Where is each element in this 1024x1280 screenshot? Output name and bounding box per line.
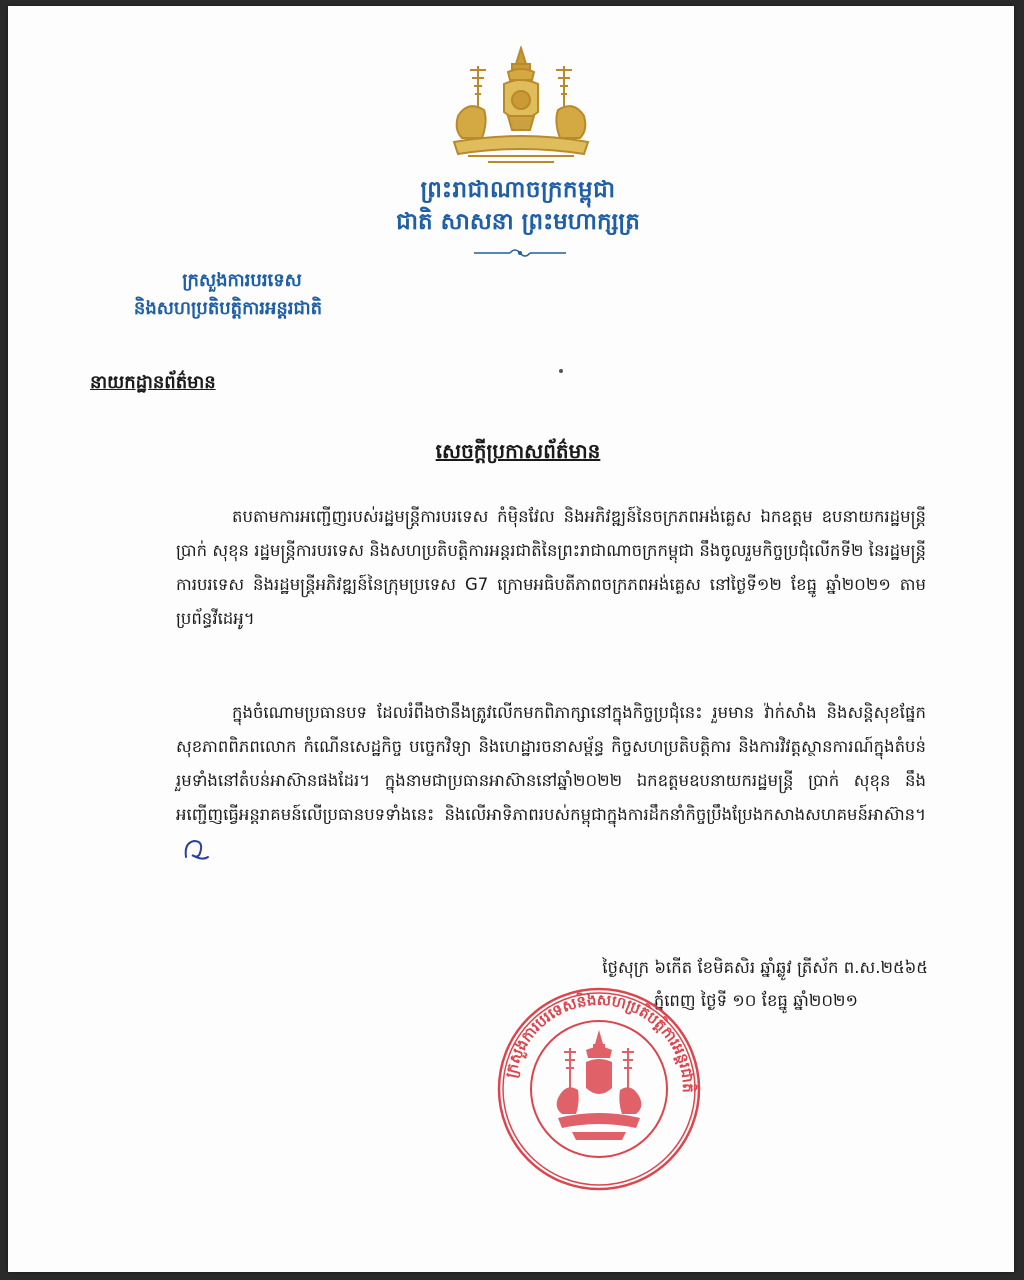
svg-text:ក្រសួងការបរទេសនិងសហប្រតិបត្តិក: ក្រសួងការបរទេសនិងសហប្រតិបត្តិការអន្តរជាតិ [501,990,698,1093]
document-title: សេចក្តីប្រកាសព័ត៌មាន [435,439,601,463]
ministry-seal-icon [492,986,706,1192]
solar-date: ភ្នំពេញ ថ្ងៃទី ១០ ខែធ្នូ ឆ្នាំ២០២១ [653,991,858,1010]
paragraph-2-text: ក្នុងចំណោមប្រធានបទ ដែលរំពឹងថានឹងត្រូវលើកមកពិភាក្សានៅក្នុងកិច្ចប្រជុំនេះ រួមមាន វ៉ាក់សាំង និងសន្តិសុខផ្នែកសុខភាពពិភពលោក កំណើនសេដ្ឋកិច្ច បច្ចេកវិទ្យា និងហេដ្ឋារចនាសម្ព័ន្ធ កិច្ចសហប្រតិបត្តិការ និងការវិវត្តស្ថានការណ៍ក្នុងតំបន់ រួមទាំងនៅតំបន់អាស៊ានផងដែរ។ ក្នុងនាមជាប្រធានអាស៊ាននៅឆ្នាំ២០២២ ឯកឧត្តមឧបនាយករដ្ឋមន្ត្រី ប្រាក់ សុខុន នឹងអញ្ជើញធ្វើអន្តរាគមន៍លើប្រធានបទទាំងនេះ និងលើអាទិភាពរបស់កម្ពុជាក្នុងការដឹកនាំកិច្ចប្រឹងប្រែងកសាងសហគមន៍អាស៊ាន។ [176,703,926,824]
document-page [8,6,1014,1272]
ornament-divider-icon [470,246,570,260]
national-motto: ជាតិ សាសនា ព្រះមហាក្សត្រ [396,208,640,235]
ministry-name-line1: ក្រសួងការបរទេស [182,270,302,291]
paragraph-1 [176,500,926,636]
kingdom-name: ព្រះរាជាណាចក្រកម្ពុជា [420,176,616,203]
paragraph-2 [176,696,926,866]
royal-coat-of-arms-icon [448,46,594,168]
department-name: នាយកដ្ឋានព័ត៌មាន [90,372,216,393]
handwritten-initial-icon [182,837,210,863]
lunar-date: ថ្ងៃសុក្រ ៦កើត ខែមិគសិរ ឆ្នាំឆ្លូវ ត្រីស័ក ព.ស.២៥៦៥ [602,958,928,977]
paragraph-1-text: តបតាមការអញ្ជើញរបស់រដ្ឋមន្ត្រីការបរទេស កំម៉ិនវែល និងអភិវឌ្ឍន៍នៃចក្រភពអង់គ្លេស ឯកឧត្តម ឧបនាយករដ្ឋមន្ត្រី ប្រាក់ សុខុន រដ្ឋមន្ត្រីការបរទេស និងសហប្រតិបត្តិការអន្តរជាតិនៃព្រះរាជាណាចក្រកម្ពុជា នឹងចូលរួមកិច្ចប្រជុំលើកទី២ នៃរដ្ឋមន្ត្រីការបរទេស និងរដ្ឋមន្ត្រីអភិវឌ្ឍន៍នៃក្រុមប្រទេស G7 ក្រោមអធិបតីភាពចក្រភពអង់គ្លេស នៅថ្ងៃទី១២ ខែធ្នូ ឆ្នាំ២០២១ តាមប្រព័ន្ធវីដេអូ។ [176,507,926,628]
stray-mark [559,369,563,373]
ministry-name-line2: និងសហប្រតិបត្តិការអន្តរជាតិ [133,298,323,319]
